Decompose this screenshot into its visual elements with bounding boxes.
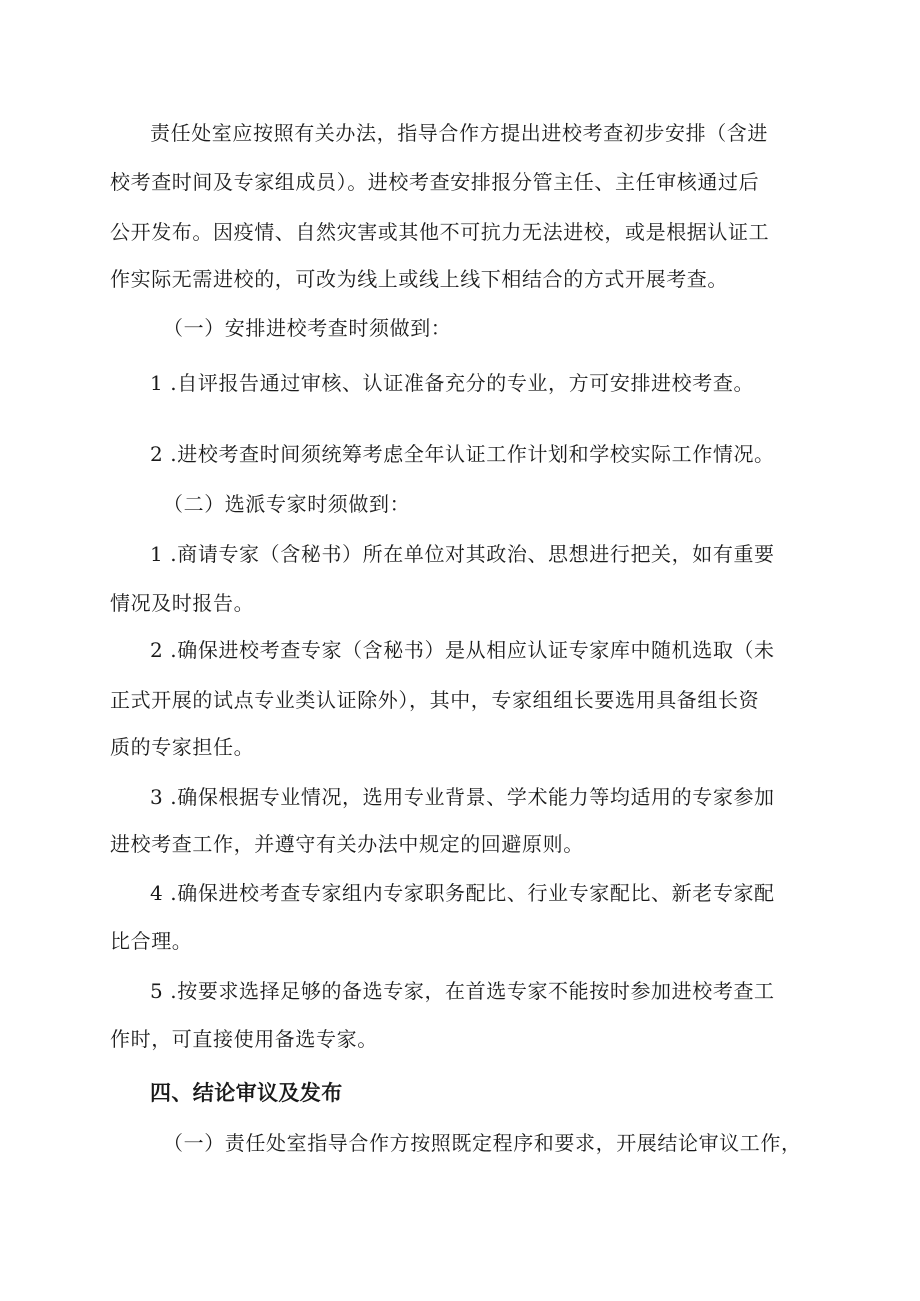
section2-item-1-line-1: 1 .商请专家（含秘书）所在单位对其政治、思想进行把关，如有重要 bbox=[150, 542, 775, 566]
section1-item-2: 2 .进校考查时间须统筹考虑全年认证工作计划和学校实际工作情况。 bbox=[150, 442, 775, 466]
section2-item-5-line-2: 作时，可直接使用备选专家。 bbox=[110, 1027, 378, 1051]
intro-line-4: 作实际无需进校的，可改为线上或线上线下相结合的方式开展考查。 bbox=[110, 267, 728, 291]
section2-item-2-line-1: 2 .确保进校考查专家（含秘书）是从相应认证专家库中随机选取（未 bbox=[150, 638, 775, 662]
section-four-heading: 四、结论审议及发布 bbox=[150, 1081, 343, 1105]
section2-item-2-line-2: 正式开展的试点专业类认证除外），其中，专家组组长要选用具备组长资 bbox=[110, 688, 760, 712]
section2-item-3-line-1: 3 .确保根据专业情况，选用专业背景、学术能力等均适用的专家参加 bbox=[150, 785, 775, 809]
section1-title: （一）安排进校考查时须做到： bbox=[163, 316, 452, 340]
section2-item-1-line-2: 情况及时报告。 bbox=[110, 591, 255, 615]
section2-title: （二）选派专家时须做到： bbox=[163, 492, 411, 516]
section2-item-3-line-2: 进校考查工作，并遵守有关办法中规定的回避原则。 bbox=[110, 832, 584, 856]
section-four-paragraph-1: （一）责任处室指导合作方按照既定程序和要求，开展结论审议工作， bbox=[163, 1131, 802, 1155]
section1-item-1: 1 .自评报告通过审核、认证准备充分的专业，方可安排进校考查。 bbox=[150, 371, 755, 395]
section2-item-2-line-3: 质的专家担任。 bbox=[110, 735, 255, 759]
section2-item-4-line-1: 4 .确保进校考查专家组内专家职务配比、行业专家配比、新老专家配 bbox=[150, 881, 775, 905]
section2-item-4-line-2: 比合理。 bbox=[110, 929, 193, 953]
section2-item-5-line-1: 5 .按要求选择足够的备选专家，在首选专家不能按时参加进校考查工 bbox=[150, 979, 775, 1003]
intro-line-1: 责任处室应按照有关办法，指导合作方提出进校考查初步安排（含进 bbox=[150, 121, 768, 145]
intro-line-3: 公开发布。因疫情、自然灾害或其他不可抗力无法进校，或是根据认证工 bbox=[110, 220, 770, 244]
intro-line-2: 校考查时间及专家组成员）。进校考查安排报分管主任、主任审核通过后 bbox=[110, 170, 760, 194]
